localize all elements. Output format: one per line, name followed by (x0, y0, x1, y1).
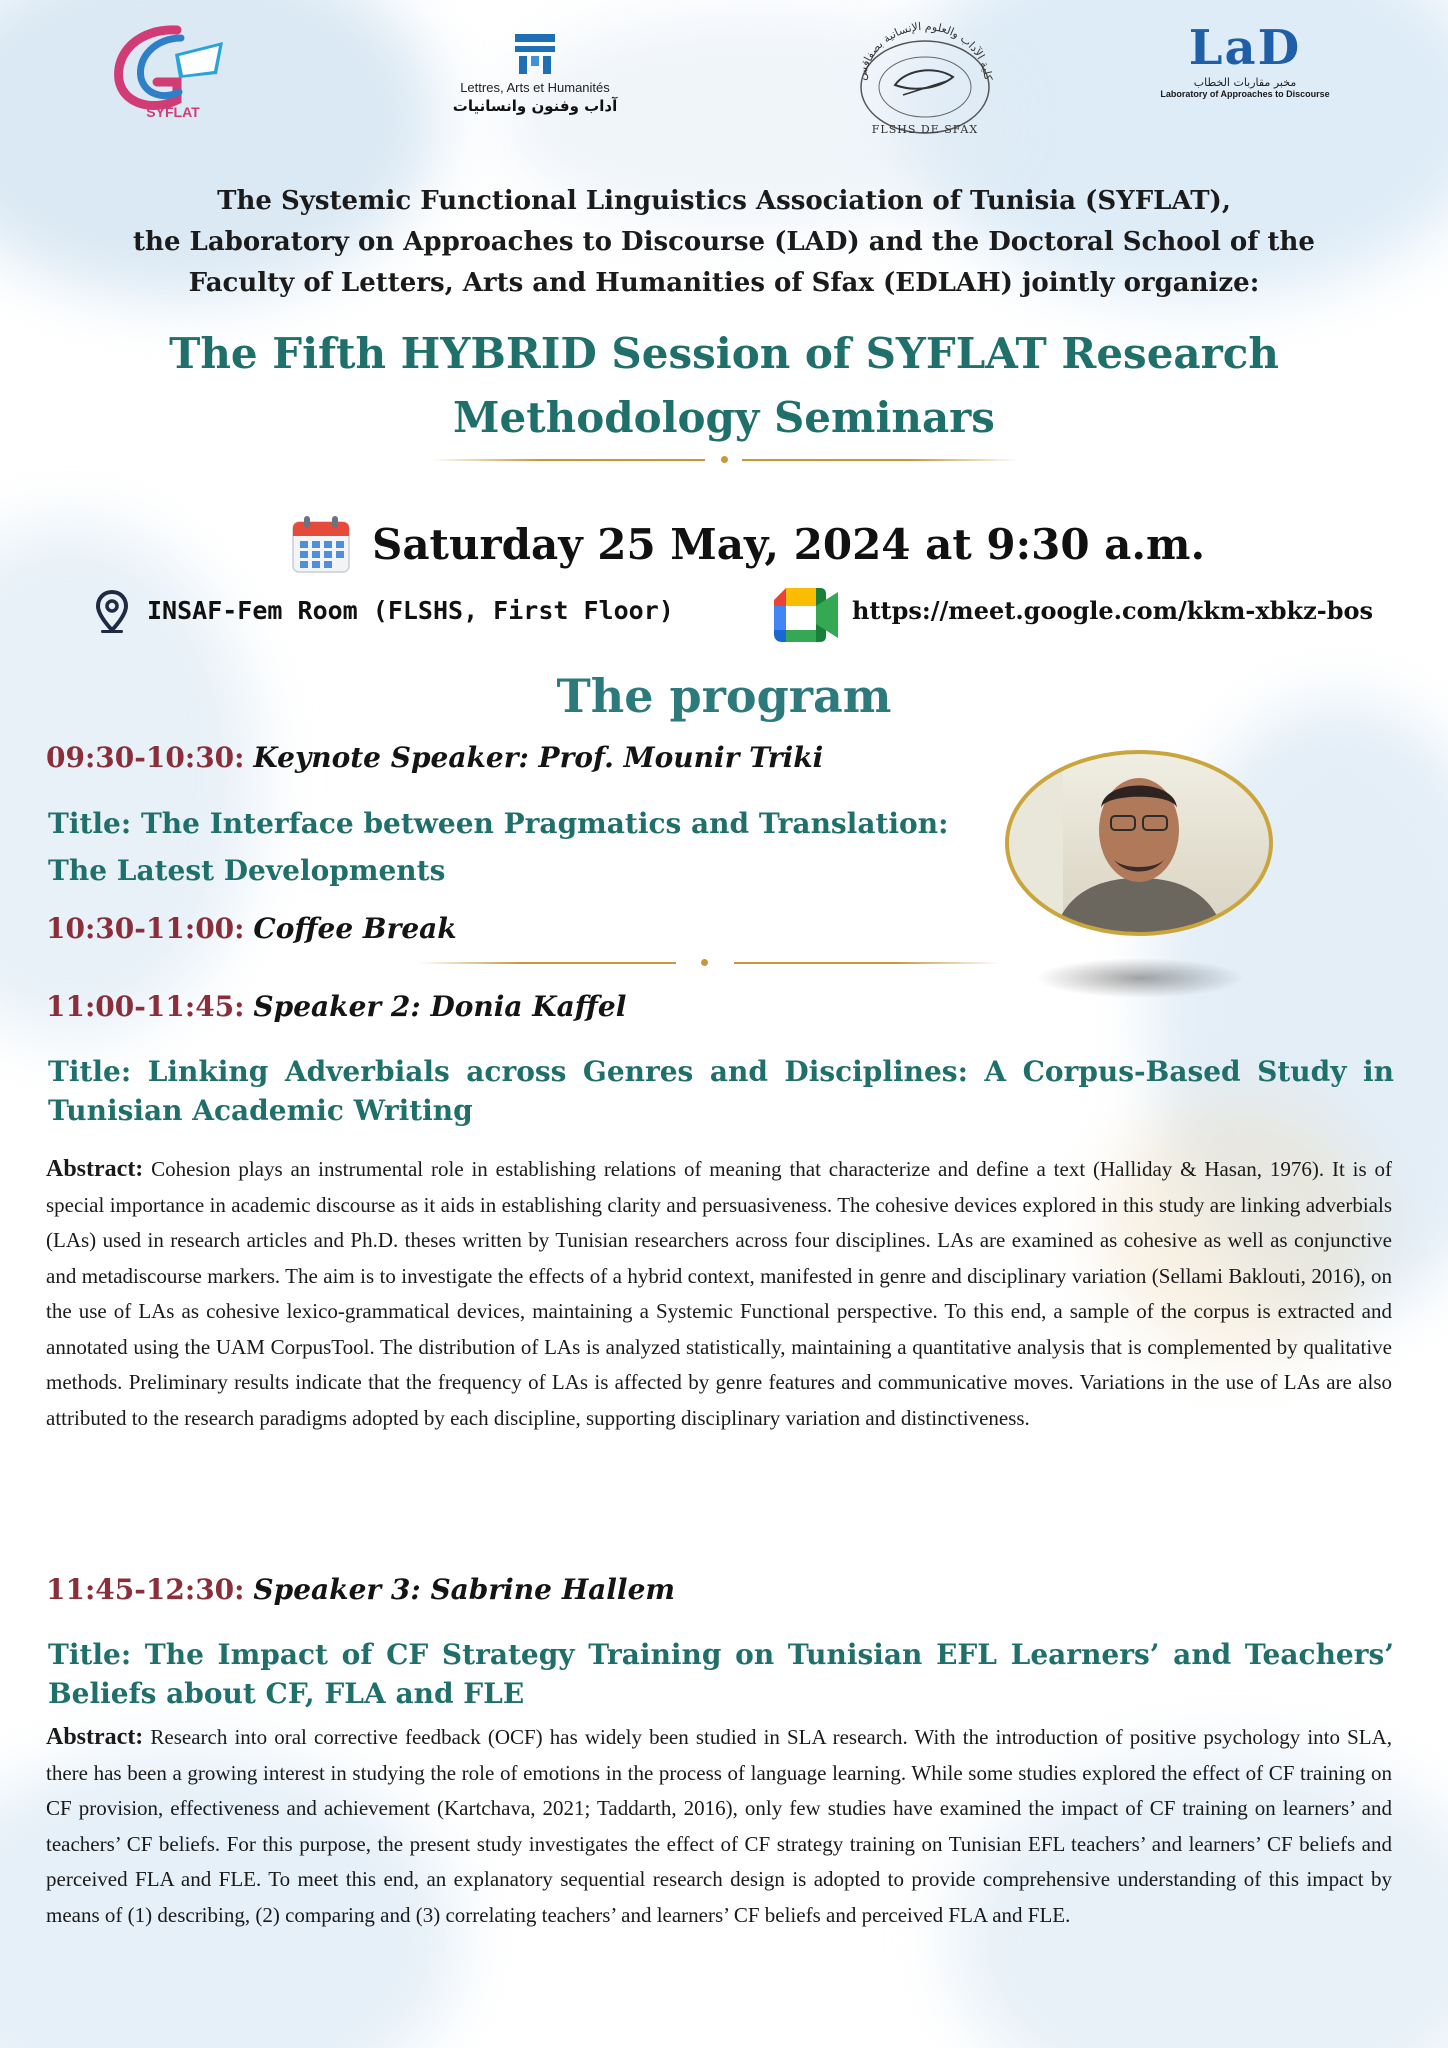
event-title-line-1: The Fifth HYBRID Session of SYFLAT Research (169, 329, 1279, 378)
lah-logo (430, 30, 640, 125)
session-3-speaker: Speaker 3: Sabrine Hallem (253, 1573, 676, 1606)
lad-logo-mark: LaD (1188, 20, 1302, 76)
event-title-line-2: Methodology Seminars (453, 393, 995, 442)
keynote-speaker-photo (1003, 748, 1275, 938)
session-3-title-line-2: Beliefs about CF, FLA and FLE (48, 1677, 525, 1710)
program-heading: The program (556, 669, 892, 723)
calendar-icon (290, 514, 352, 574)
session-1-title-line-2: The Latest Developments (48, 854, 446, 887)
lah-logo-arabic: آداب وفنون وانسانيات (452, 97, 618, 115)
photo-shadow (1035, 958, 1245, 998)
session-2-title-line-2: Tunisian Academic Writing (48, 1094, 473, 1127)
session-divider (418, 961, 1000, 964)
session-2-header (46, 988, 626, 1026)
session-1-time: 09:30-10:30: (46, 741, 245, 774)
session-3-abstract (46, 1720, 1392, 1933)
session-1-header (46, 739, 823, 777)
organizer-line-1: The Systemic Functional Linguistics Association of Tunisia (SYFLAT), (217, 186, 1231, 216)
lad-logo-subtitle: Laboratory of Approaches to Discourse (1160, 89, 1330, 99)
map-pin-icon (95, 590, 129, 634)
session-2-title-line-1: Title: Linking Adverbials across Genres and Disciplines: A Corpus-Based Study in (48, 1055, 1394, 1088)
organizer-line-3: Faculty of Letters, Arts and Humanities of Sfax (EDLAH) jointly organize: (188, 268, 1260, 298)
session-3-time: 11:45-12:30: (46, 1573, 245, 1606)
session-1-title-line-1: Title: The Interface between Pragmatics and Translation: (48, 807, 949, 840)
meet-link[interactable]: https://meet.google.com/kkm-xbkz-bos (852, 596, 1374, 625)
session-3-abstract-text: Research into oral corrective feedback (OCF) has widely been studied in SLA research. With the introduction of positive psychology into SLA, there has been a growing interest in studying the role of emotions in the process of language learning. While some studies explored the effect of CF training on CF provision, effectiveness and achievement (Kartchava, 2021; Taddarth, 2016), only few studies have examined the impact of CF training on learners’ and teachers’ CF beliefs. For this purpose, the present study investigates the effect of CF strategy training on Tunisian EFL teachers’ and learners’ CF beliefs and perceived FLA and FLE. To meet this end, an explanatory sequential research design is adopted to provide comprehensive understanding of this impact by means of (1) describing, (2) comparing and (3) correlating teachers’ and learners’ CF beliefs and perceived FLA and FLE. (46, 1725, 1392, 1927)
flshs-sfax-logo (845, 15, 1005, 145)
syflat-logo-text: SYFLAT (146, 104, 200, 120)
session-3-abstract-label: Abstract: (46, 1724, 144, 1750)
flshs-logo-text: FLSHS DE SFAX (871, 123, 979, 136)
session-2-abstract-label: Abstract: (46, 1156, 144, 1182)
session-3-title-line-1: Title: The Impact of CF Strategy Training on Tunisian EFL Learners’ and Teachers’ (48, 1638, 1394, 1671)
session-2-time: 11:00-11:45: (46, 990, 245, 1023)
syflat-logo (105, 20, 240, 130)
flshs-arabic-arc: كلية الآداب والعلوم الإنسانية بصفاقس (854, 19, 995, 82)
lad-logo (1145, 20, 1345, 120)
session-2-speaker: Speaker 2: Donia Kaffel (253, 990, 627, 1023)
event-location: INSAF-Fem Room (FLSHS, First Floor) (147, 596, 674, 625)
session-2-abstract (46, 1152, 1392, 1436)
break-label: Coffee Break (253, 912, 457, 945)
break-header (46, 910, 457, 948)
session-1-speaker: Keynote Speaker: Prof. Mounir Triki (253, 741, 824, 774)
break-time: 10:30-11:00: (46, 912, 245, 945)
lad-logo-arabic: مخبر مقاربات الخطاب (1193, 76, 1297, 89)
organizer-line-2: the Laboratory on Approaches to Discourse (LAD) and the Doctoral School of the (133, 227, 1315, 257)
google-meet-icon (772, 584, 842, 646)
title-divider (430, 458, 1020, 461)
event-date: Saturday 25 May, 2024 at 9:30 a.m. (372, 520, 1206, 569)
session-2-abstract-text: Cohesion plays an instrumental role in establishing relations of meaning that characterize and define a text (Halliday & Hasan, 1976). It is of special importance in academic discourse as it aids in establishing clarity and persuasiveness. The cohesive devices explored in this study are linking adverbials (LAs) used in research articles and Ph.D. theses written by Tunisian researchers across four disciplines. LAs are examined as cohesive as well as conjunctive and metadiscourse markers. The aim is to investigate the effects of a hybrid context, manifested in genre and disciplinary variation (Sellami Baklouti, 2016), on the use of LAs as cohesive lexico-grammatical devices, maintaining a Systemic Functional perspective. To this end, a sample of the corpus is extracted and annotated using the UAM CorpusTool. The distribution of LAs is analyzed statistically, maintaining a quantitative analysis that is complemented by qualitative methods. Preliminary results indicate that the frequency of LAs is affected by genre features and communicative moves. Variations in the use of LAs are also attributed to the research paradigms adopted by each discipline, supporting disciplinary variation and distinctiveness. (46, 1157, 1392, 1430)
session-3-header (46, 1571, 675, 1609)
lah-logo-latin: Lettres, Arts et Humanités (460, 80, 610, 95)
svg-text:كلية الآداب والعلوم الإنسانية (855, 20, 995, 82)
